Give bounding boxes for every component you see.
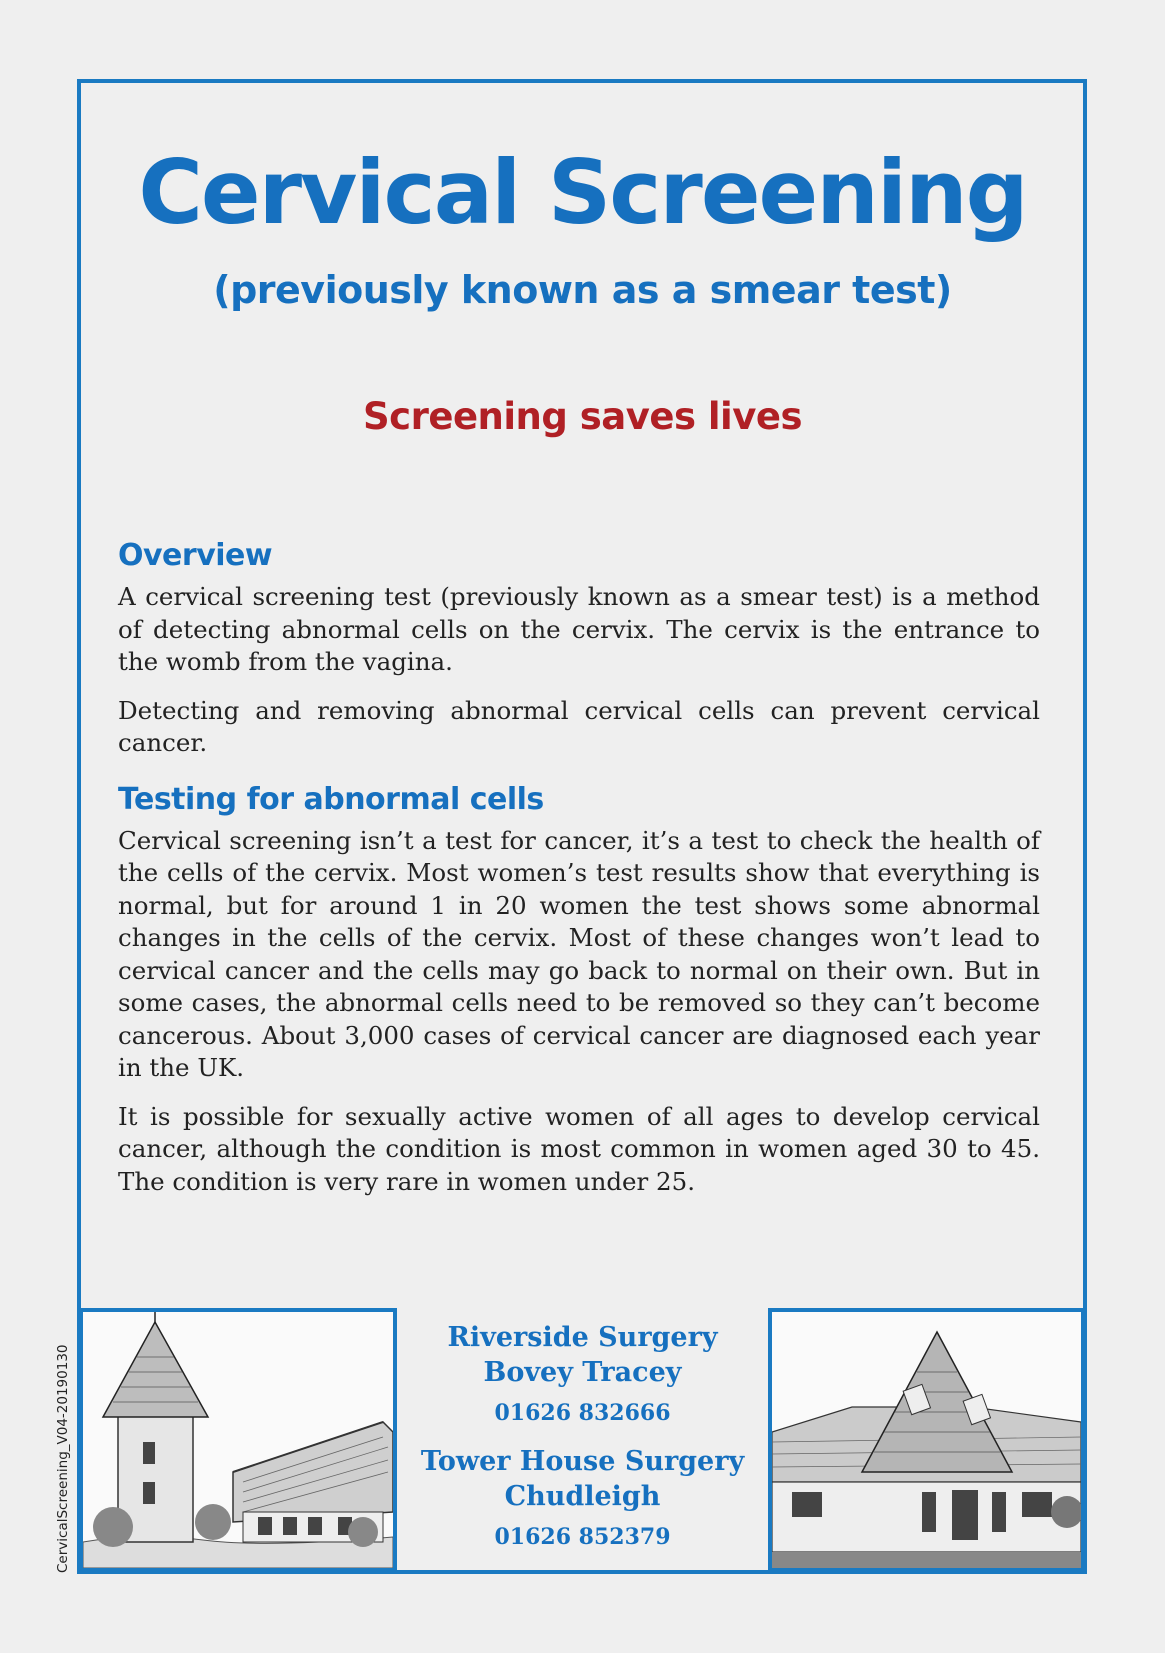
surgery-block bbox=[397, 1444, 768, 1552]
riverside-surgery-image bbox=[79, 1308, 397, 1572]
overview-paragraph: A cervical screening test (previously known as a smear test) is a method of detecting abnormal cells on the cervix. The cervix is the entrance to the womb from the vagina. bbox=[118, 582, 1040, 676]
surgery-block bbox=[397, 1320, 768, 1428]
page-subtitle: (previously known as a smear test) bbox=[213, 268, 952, 312]
surgery-town: Bovey Tracey bbox=[483, 1357, 682, 1388]
section-heading-testing: Testing for abnormal cells bbox=[118, 781, 544, 817]
surgery-name: Tower House Surgery bbox=[420, 1446, 745, 1477]
page-title: Cervical Screening bbox=[138, 141, 1027, 244]
building-sketch-icon bbox=[83, 1312, 393, 1568]
surgery-town: Chudleigh bbox=[504, 1481, 661, 1512]
testing-paragraph: Cervical screening isn’t a test for cancer, it’s a test to check the health of the cells of the cervix. Most women’s test results show that everything is normal, but for around 1 in 20 women the test shows some abnormal changes in the cells of the cervix. Most of these changes won’t lead to cervical cancer and the cells may go back to normal on their own. But in some cases, the abnormal cells need to be removed so they can’t become cancerous. About 3,000 cases of cervical cancer are diagnosed each year in the UK. bbox=[118, 825, 1040, 1082]
surgery-contacts bbox=[397, 1320, 768, 1552]
document-code: CervicalScreening_V04-20190130 bbox=[55, 1344, 71, 1573]
surgery-phone: 01626 852379 bbox=[494, 1524, 671, 1550]
building-sketch-icon bbox=[772, 1312, 1081, 1568]
overview-paragraph: Detecting and removing abnormal cervical cells can prevent cervical cancer. bbox=[118, 695, 1040, 757]
tower-house-surgery-image bbox=[768, 1308, 1085, 1572]
testing-paragraph: It is possible for sexually active women of all ages to develop cervical cancer, although the condition is most common in women aged 30 to 45. The condition is very rare in women under 25. bbox=[118, 1101, 1040, 1196]
tagline: Screening saves lives bbox=[363, 395, 802, 438]
main-content bbox=[118, 538, 1040, 1214]
section-heading-overview: Overview bbox=[118, 538, 273, 573]
surgery-name: Riverside Surgery bbox=[447, 1322, 718, 1353]
surgery-phone: 01626 832666 bbox=[494, 1400, 671, 1426]
